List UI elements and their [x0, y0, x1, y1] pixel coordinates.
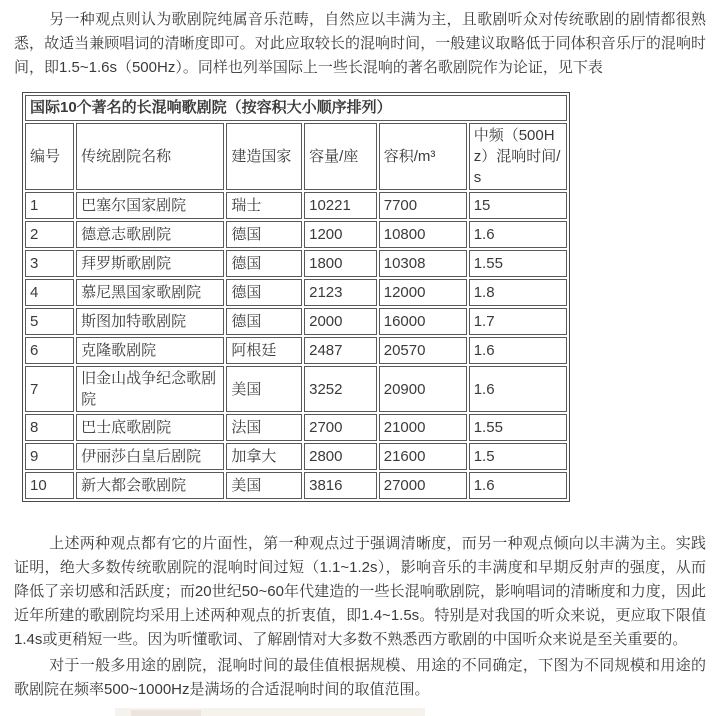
table-cell: 10800	[379, 221, 467, 248]
table-cell: 旧金山战争纪念歌剧院	[76, 366, 224, 412]
table-cell: 克隆歌剧院	[76, 337, 224, 364]
table-cell: 1.8	[469, 279, 567, 306]
table-row	[25, 414, 567, 441]
table-cell: 美国	[226, 366, 302, 412]
table-row	[25, 308, 567, 335]
table-cell: 阿根廷	[226, 337, 302, 364]
paragraph-viewpoint-two: 另一种观点则认为歌剧院纯属音乐范畴，自然应以丰满为主，且歌剧听众对传统歌剧的剧情都很熟悉，故适当兼顾唱词的清晰度即可。对此应取较长的混响时间，一般建议取略低于同体积音乐厅的混响时间，即1.5~1.6s（500Hz）。同样也列举国际上一些长混响的著名歌剧院作为论证，见下表	[14, 11, 706, 76]
table-cell: 3	[25, 250, 74, 277]
table-cell: 21600	[379, 443, 467, 470]
paragraph-multipurpose: 对于一般多用途的剧院，混响时间的最佳值根据规模、用途的不同确定，下图为不同规模和用途的歌剧院在频率500~1000Hz是满场的合适混响时间的取值范围。	[14, 657, 706, 698]
opera-house-reverberation-table	[22, 92, 570, 502]
table-cell: 1.7	[469, 308, 567, 335]
table-row	[25, 250, 567, 277]
paragraph-conclusion: 上述两种观点都有它的片面性，第一种观点过于强调清晰度，而另一种观点倾向以丰满为主。实践证明，绝大多数传统歌剧院的混响时间过短（1.1~1.2s），影响音乐的丰满度和早期反射声的强度，从而降低了亲切感和活跃度；而20世纪50~60年代建造的一些长混响歌剧院，影响唱词的清晰度和力度，因此近年所建的歌剧院均采用上述两种观点的折衷值，即1.4~1.5s。特别是对我国的听众来说，更应取下限值1.4s或更稍短一些。因为听懂歌词、了解剧情对大多数不熟悉西方歌剧的中国听众来说是至关重要的。	[14, 535, 706, 648]
column-header: 容量/座	[304, 123, 377, 190]
table-row	[25, 443, 567, 470]
figure-smudge	[131, 710, 201, 716]
table-cell: 德意志歌剧院	[76, 221, 224, 248]
figure-top-edge	[115, 708, 425, 716]
table-cell: 2700	[304, 414, 377, 441]
table-cell: 德国	[226, 221, 302, 248]
table-title: 国际10个著名的长混响歌剧院（按容积大小顺序排列）	[25, 95, 567, 121]
table-row	[25, 279, 567, 306]
table-cell: 2123	[304, 279, 377, 306]
table-cell: 慕尼黑国家歌剧院	[76, 279, 224, 306]
table-title-row	[25, 95, 567, 121]
table-cell: 1.55	[469, 414, 567, 441]
table-row	[25, 472, 567, 499]
table-cell: 12000	[379, 279, 467, 306]
table-cell: 加拿大	[226, 443, 302, 470]
table-cell: 1200	[304, 221, 377, 248]
table-cell: 法国	[226, 414, 302, 441]
table-cell: 9	[25, 443, 74, 470]
column-header: 传统剧院名称	[76, 123, 224, 190]
table-cell: 新大都会歌剧院	[76, 472, 224, 499]
column-header: 编号	[25, 123, 74, 190]
column-header: 中频（500Hz）混响时间/s	[469, 123, 567, 190]
table-cell: 7700	[379, 192, 467, 219]
table-cell: 4	[25, 279, 74, 306]
table-cell: 3816	[304, 472, 377, 499]
table-cell: 德国	[226, 308, 302, 335]
table-cell: 5	[25, 308, 74, 335]
table-cell: 2000	[304, 308, 377, 335]
table-cell: 巴士底歌剧院	[76, 414, 224, 441]
table-row	[25, 337, 567, 364]
table-cell: 斯图加特歌剧院	[76, 308, 224, 335]
table-cell: 巴塞尔国家剧院	[76, 192, 224, 219]
table-cell: 16000	[379, 308, 467, 335]
table-cell: 3252	[304, 366, 377, 412]
table-cell: 15	[469, 192, 567, 219]
table-cell: 1.55	[469, 250, 567, 277]
table-cell: 2	[25, 221, 74, 248]
table-cell: 1800	[304, 250, 377, 277]
table-cell: 27000	[379, 472, 467, 499]
table-cell: 伊丽莎白皇后剧院	[76, 443, 224, 470]
table-row	[25, 366, 567, 412]
table-cell: 20570	[379, 337, 467, 364]
table-cell: 1.6	[469, 472, 567, 499]
table-cell: 7	[25, 366, 74, 412]
column-header: 容积/m³	[379, 123, 467, 190]
table-cell: 瑞士	[226, 192, 302, 219]
table-cell: 2487	[304, 337, 377, 364]
table-cell: 8	[25, 414, 74, 441]
table-cell: 拜罗斯歌剧院	[76, 250, 224, 277]
table-row	[25, 192, 567, 219]
table-cell: 10	[25, 472, 74, 499]
table-cell: 21000	[379, 414, 467, 441]
table-cell: 1.5	[469, 443, 567, 470]
table-cell: 美国	[226, 472, 302, 499]
table-row	[25, 221, 567, 248]
table-cell: 1	[25, 192, 74, 219]
table-cell: 2800	[304, 443, 377, 470]
column-header: 建造国家	[226, 123, 302, 190]
table-cell: 10221	[304, 192, 377, 219]
table-cell: 6	[25, 337, 74, 364]
table-cell: 1.6	[469, 366, 567, 412]
table-cell: 1.6	[469, 337, 567, 364]
table-cell: 德国	[226, 279, 302, 306]
table-cell: 德国	[226, 250, 302, 277]
table-cell: 1.6	[469, 221, 567, 248]
table-header-row	[25, 123, 567, 190]
table-cell: 20900	[379, 366, 467, 412]
table-cell: 10308	[379, 250, 467, 277]
